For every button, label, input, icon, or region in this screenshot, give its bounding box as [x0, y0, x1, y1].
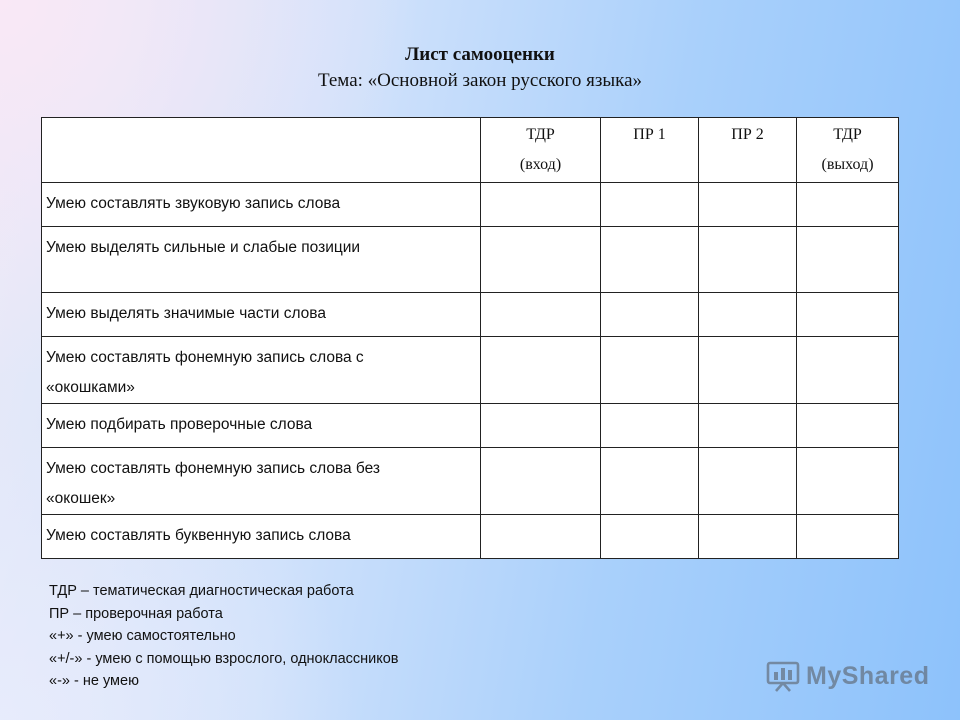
mark-cell[interactable]	[699, 337, 797, 404]
skill-cell	[42, 404, 481, 448]
mark-cell[interactable]	[797, 183, 899, 227]
mark-cell[interactable]	[481, 337, 601, 404]
legend-item: «-» - не умею	[49, 673, 139, 689]
column-header-line: ТДР	[526, 126, 555, 143]
column-header-pr1	[601, 118, 699, 183]
skill-cell	[42, 337, 481, 404]
legend-item: ПР – проверочная работа	[49, 605, 223, 622]
column-header-line: (выход)	[821, 156, 874, 173]
mark-cell[interactable]	[699, 404, 797, 448]
skill-text: Умею выделять сильные и слабые позиции	[46, 239, 361, 256]
skill-cell	[42, 293, 481, 337]
skill-text: «окошками»	[46, 379, 135, 396]
skill-cell	[42, 515, 481, 559]
title-block	[0, 42, 960, 94]
watermark-text: MyShared	[806, 661, 930, 690]
mark-cell[interactable]	[601, 293, 699, 337]
legend	[49, 580, 399, 693]
mark-cell[interactable]	[797, 515, 899, 559]
column-header-line: ТДР	[833, 126, 862, 143]
mark-cell[interactable]	[481, 448, 601, 515]
skill-text: Умею составлять звуковую запись слова	[46, 195, 341, 212]
mark-cell[interactable]	[797, 448, 899, 515]
mark-cell[interactable]	[797, 293, 899, 337]
skill-cell	[42, 183, 481, 227]
table-row	[42, 515, 899, 559]
mark-cell[interactable]	[601, 183, 699, 227]
skill-text: Умею составлять фонемную запись слова с	[46, 349, 364, 366]
self-assessment-table	[41, 117, 899, 559]
table-row	[42, 337, 899, 404]
table-row	[42, 293, 899, 337]
table-header-row	[42, 118, 899, 183]
column-header-pr2	[699, 118, 797, 183]
mark-cell[interactable]	[481, 183, 601, 227]
table-row	[42, 448, 899, 515]
skill-text: Умею выделять значимые части слова	[46, 305, 326, 322]
table-row	[42, 227, 899, 293]
mark-cell[interactable]	[699, 227, 797, 293]
mark-cell[interactable]	[797, 404, 899, 448]
mark-cell[interactable]	[699, 293, 797, 337]
mark-cell[interactable]	[601, 337, 699, 404]
column-header-line: ПР 1	[633, 126, 666, 143]
mark-cell[interactable]	[481, 404, 601, 448]
legend-item: «+» - умею самостоятельно	[49, 628, 236, 644]
skill-text: Умею подбирать проверочные слова	[46, 416, 313, 433]
column-header-line: ПР 2	[731, 126, 764, 143]
mark-cell[interactable]	[481, 227, 601, 293]
table-row	[42, 183, 899, 227]
mark-cell[interactable]	[601, 515, 699, 559]
mark-cell[interactable]	[601, 448, 699, 515]
mark-cell[interactable]	[699, 515, 797, 559]
legend-item: «+/-» - умею с помощью взрослого, одноклассников	[49, 650, 399, 667]
mark-cell[interactable]	[601, 227, 699, 293]
column-header-line: (вход)	[519, 156, 562, 173]
header-corner-cell	[42, 118, 481, 183]
page-subtitle: Тема: «Основной закон русского языка»	[317, 70, 642, 91]
presentation-board-icon	[766, 659, 800, 693]
mark-cell[interactable]	[481, 293, 601, 337]
skill-text: «окошек»	[46, 490, 116, 507]
mark-cell[interactable]	[797, 227, 899, 293]
mark-cell[interactable]	[699, 183, 797, 227]
table-row	[42, 404, 899, 448]
legend-item: ТДР – тематическая диагностическая работа	[49, 583, 354, 599]
skill-text: Умею составлять фонемную запись слова без	[46, 460, 381, 477]
column-header-tdr-in	[481, 118, 601, 183]
mark-cell[interactable]	[481, 515, 601, 559]
column-header-tdr-out	[797, 118, 899, 183]
mark-cell[interactable]	[797, 337, 899, 404]
mark-cell[interactable]	[601, 404, 699, 448]
skill-cell	[42, 227, 481, 293]
page-title: Лист самооценки	[405, 44, 555, 65]
skill-cell	[42, 448, 481, 515]
skill-text: Умею составлять буквенную запись слова	[46, 527, 351, 544]
watermark-logo[interactable]	[766, 656, 929, 696]
mark-cell[interactable]	[699, 448, 797, 515]
